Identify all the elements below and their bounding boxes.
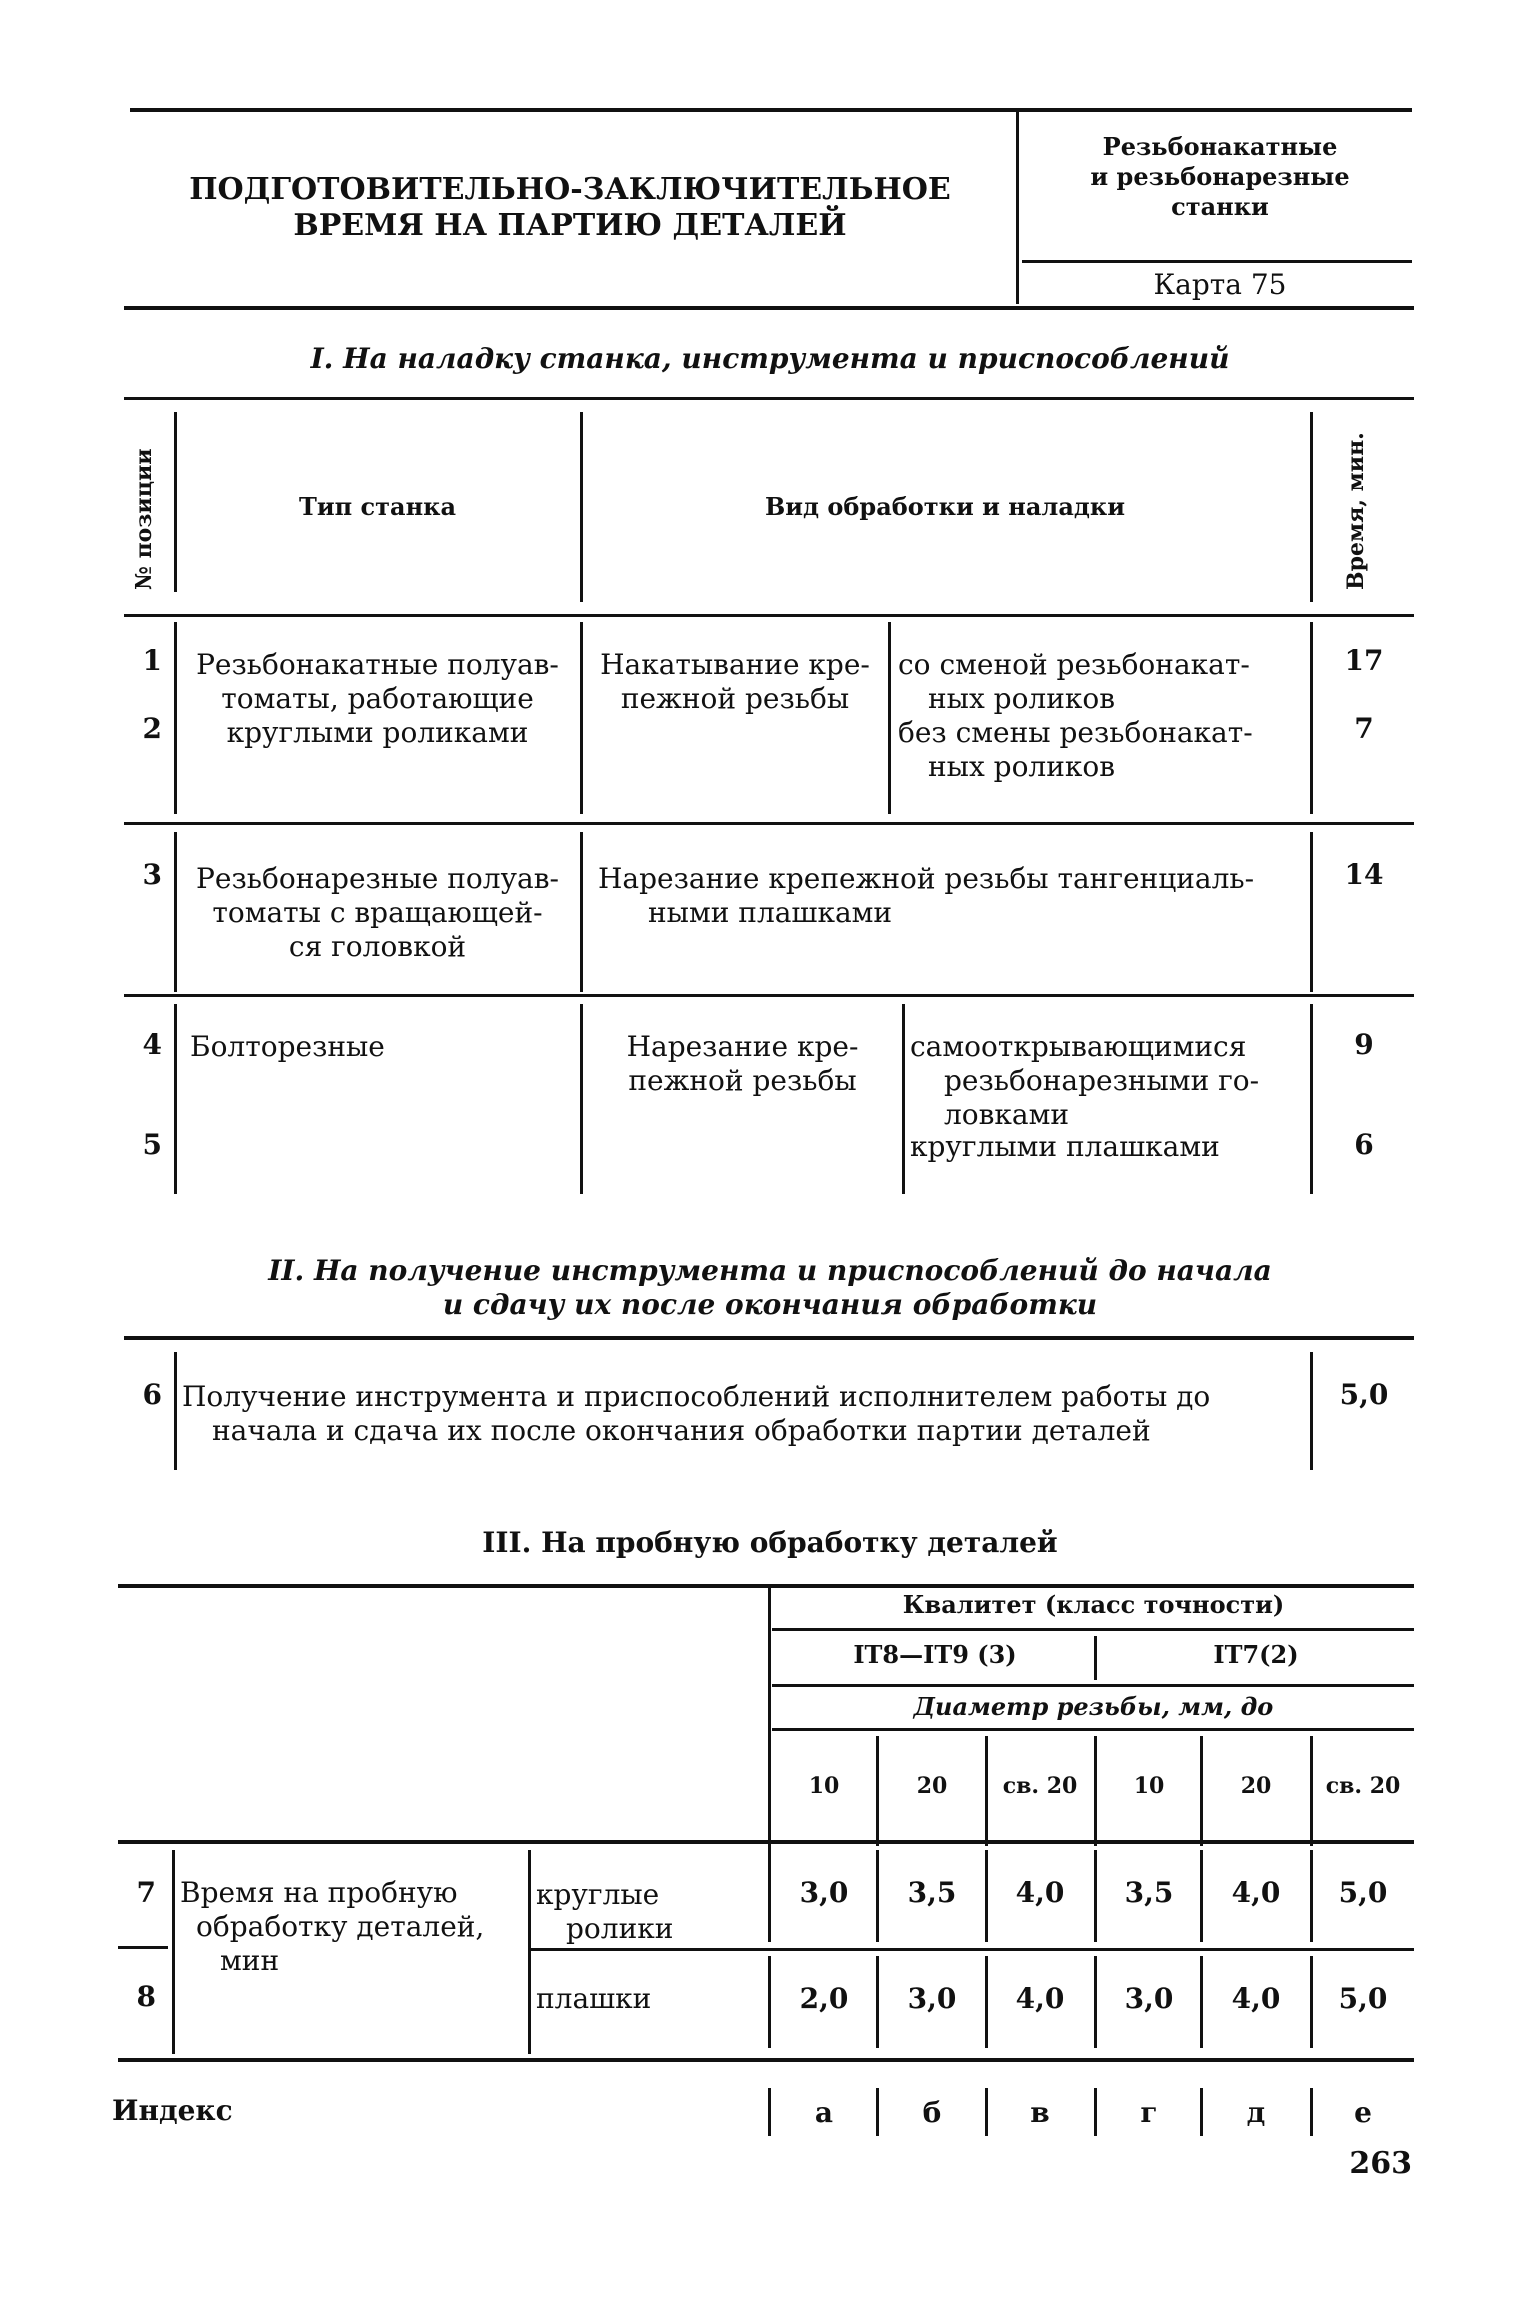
section2-title-line1: II. На получение инструмента и приспособлений до начала: [268, 1254, 1272, 1287]
dcol-vline-3: [1094, 1736, 1097, 1846]
r7-val-a: 3,0: [799, 1876, 849, 1909]
r12-vline-1: [174, 622, 177, 814]
s3-head-vline-left: [768, 1588, 771, 1850]
r8-val-v: 4,0: [1015, 1982, 1065, 2015]
r8-val-b: 3,0: [907, 1982, 957, 2015]
row3-kind-line2: ными плашками: [648, 896, 893, 929]
index-b: б: [922, 2096, 942, 2129]
s1-head-rule: [124, 614, 1414, 617]
row1-sub1-line1: со сменой резьбонакат-: [898, 648, 1250, 681]
row1-kind-line2: пежной резьбы: [620, 682, 850, 715]
idx-vline-4: [1200, 2088, 1203, 2136]
category-line1: Резьбонакатные: [1102, 132, 1338, 161]
tool-separator: [530, 1948, 1414, 1951]
r8-val-g: 3,0: [1124, 1982, 1174, 2015]
r7-val-b: 3,5: [907, 1876, 957, 1909]
row4-type-line1: Болторезные: [190, 1030, 385, 1063]
row4-kind-line1: Нарезание кре-: [626, 1030, 859, 1063]
row4-kind: [585, 1030, 900, 1098]
section2-text: [182, 1380, 1302, 1448]
diameter-col-5: 20: [1240, 1773, 1272, 1799]
row3-type-line1: Резьбонарезные полуав-: [196, 862, 559, 895]
r3-vline-3: [1310, 832, 1313, 992]
row1-sub1: [898, 648, 1303, 716]
section3-head-bottom-rule: [118, 1840, 1414, 1844]
group-divider: [1094, 1636, 1097, 1680]
section3-title: III. На пробную обработку деталей: [482, 1526, 1058, 1559]
trial-label-line2: обработку деталей,: [196, 1910, 485, 1943]
index-label: Индекс: [112, 2094, 233, 2127]
s1-head-vline-1: [174, 412, 177, 592]
time-3: 14: [1344, 858, 1384, 891]
section3-top-rule: [118, 1584, 1414, 1588]
tool-rollers: [536, 1878, 766, 1946]
idx-vline-3: [1094, 2088, 1097, 2136]
row2-sub2: [898, 716, 1303, 784]
section1-top-rule: [124, 397, 1414, 400]
group1-header: IT8—IT9 (3): [853, 1640, 1017, 1669]
section2-text-line1: Получение инструмента и приспособлений исполнителем работы до: [182, 1380, 1211, 1413]
idx-vline-0: [768, 2088, 771, 2136]
group2-header: IT7(2): [1213, 1640, 1299, 1669]
s3-body-vline-tool: [528, 1850, 531, 2054]
row2-sub2-line1: без смены резьбонакат-: [898, 716, 1253, 749]
row4-type: [190, 1030, 575, 1064]
r8-val-e: 5,0: [1338, 1982, 1388, 2015]
time-5: 6: [1354, 1128, 1374, 1161]
v8-vline-3: [1094, 1956, 1097, 2048]
row3-kind: [598, 862, 1303, 930]
trial-label-line3: мин: [220, 1944, 280, 1977]
tool-dies: [536, 1982, 766, 2016]
r8-val-d: 4,0: [1231, 1982, 1281, 2015]
tool-rollers-line1: круглые: [536, 1878, 660, 1911]
time-1: 17: [1344, 644, 1384, 677]
section2-top-rule: [124, 1336, 1414, 1340]
s3-body-vline-label: [172, 1850, 175, 2054]
row5-sub2-line1: круглыми плашками: [910, 1130, 1220, 1163]
diameter-header: Диаметр резьбы, мм, до: [913, 1692, 1274, 1721]
header-divider: [1016, 110, 1019, 304]
dcol-vline-1: [876, 1736, 879, 1846]
row4-kind-line2: пежной резьбы: [628, 1064, 857, 1097]
r45-vline-1: [174, 1004, 177, 1194]
v7-vline-3: [1094, 1850, 1097, 1942]
trial-label: [180, 1876, 525, 1978]
row1-type-line1: Резьбонакатные полуав-: [196, 648, 559, 681]
row3-type: [180, 862, 575, 964]
col-time-header: Время, мин.: [1343, 432, 1369, 590]
s2-vline-1: [174, 1352, 177, 1470]
section2-title: [130, 1254, 1410, 1322]
time-4: 9: [1354, 1028, 1374, 1061]
v7-vline-1: [876, 1850, 879, 1942]
tool-dies-line1: плашки: [536, 1982, 652, 2015]
v8-vline-0: [768, 1956, 771, 2048]
row4-sub1: [910, 1030, 1305, 1132]
pos-1: 1: [142, 644, 162, 677]
index-a: а: [814, 2096, 834, 2129]
row2-sub2-line2: ных роликов: [928, 750, 1115, 783]
diameter-col-4: 10: [1133, 1773, 1165, 1799]
pos-separator: [118, 1946, 168, 1949]
diameter-col-1: 10: [808, 1773, 840, 1799]
s1-head-vline-3: [1310, 412, 1313, 602]
row1-kind-line1: Накатывание кре-: [600, 648, 870, 681]
row3-kind-line1: Нарезание крепежной резьбы тангенциаль-: [598, 862, 1255, 895]
card-rule: [1022, 260, 1412, 263]
row5-sub2: [910, 1130, 1305, 1164]
idx-vline-1: [876, 2088, 879, 2136]
r12-vline-3: [888, 622, 891, 814]
card-number: Карта 75: [1153, 268, 1287, 301]
group-rule: [772, 1684, 1414, 1687]
col-type-header: Тип станка: [298, 492, 457, 521]
diameter-col-2: 20: [916, 1773, 948, 1799]
index-g: г: [1140, 2096, 1158, 2129]
r45-vline-4: [1310, 1004, 1313, 1194]
r45-vline-2: [580, 1004, 583, 1194]
page-title: [150, 172, 990, 244]
v7-vline-4: [1200, 1850, 1203, 1942]
v8-vline-4: [1200, 1956, 1203, 2048]
index-e: е: [1354, 2096, 1372, 2129]
diameter-col-3: св. 20: [1002, 1773, 1078, 1799]
row4-sub1-line3: ловками: [944, 1098, 1070, 1131]
row3-type-line2: томаты с вращающей-: [212, 896, 543, 929]
r7-val-g: 3,5: [1124, 1876, 1174, 1909]
v8-vline-1: [876, 1956, 879, 2048]
header-bottom-rule: [124, 306, 1414, 310]
page-number: 263: [1349, 2146, 1412, 2181]
r3-vline-1: [174, 832, 177, 992]
row1-type-line3: круглыми роликами: [226, 716, 529, 749]
page-title-line1: ПОДГОТОВИТЕЛЬНО-ЗАКЛЮЧИТЕЛЬНОЕ: [189, 172, 951, 207]
time-2: 7: [1354, 712, 1374, 745]
section2-text-line2: начала и сдача их после окончания обработки партии деталей: [212, 1414, 1151, 1447]
v7-vline-0: [768, 1850, 771, 1942]
pos-8: 8: [136, 1980, 156, 2013]
row1-type: [180, 648, 575, 750]
pos-5: 5: [142, 1128, 162, 1161]
dcol-vline-4: [1200, 1736, 1203, 1846]
r3-bottom-rule: [124, 994, 1414, 997]
row4-sub1-line1: самооткрывающимися: [910, 1030, 1247, 1063]
quality-header: Квалитет (класс точности): [902, 1590, 1285, 1619]
row3-type-line3: ся головкой: [288, 930, 467, 963]
category-line3: станки: [1171, 192, 1269, 221]
section1-title: I. На наладку станка, инструмента и приспособлений: [310, 342, 1230, 375]
time-6: 5,0: [1339, 1378, 1389, 1411]
r7-val-d: 4,0: [1231, 1876, 1281, 1909]
trial-label-line1: Время на пробную: [180, 1876, 458, 1909]
diameter-col-6: св. 20: [1325, 1773, 1401, 1799]
r7-val-v: 4,0: [1015, 1876, 1065, 1909]
s1-head-vline-2: [580, 412, 583, 602]
row1-sub1-line2: ных роликов: [928, 682, 1115, 715]
r12-vline-2: [580, 622, 583, 814]
pos-3: 3: [142, 858, 162, 891]
pos-4: 4: [142, 1028, 162, 1061]
col-position-header: № позиции: [131, 448, 157, 590]
tool-rollers-line2: ролики: [566, 1912, 674, 1945]
section2-title-line2: и сдачу их после окончания обработки: [442, 1288, 1098, 1321]
category-line2: и резьбонарезные: [1090, 162, 1350, 191]
row4-sub1-line2: резьбонарезными го-: [944, 1064, 1260, 1097]
page-title-line2: ВРЕМЯ НА ПАРТИЮ ДЕТАЛЕЙ: [293, 208, 847, 243]
category-label: [1030, 132, 1410, 222]
index-v: в: [1030, 2096, 1050, 2129]
r12-bottom-rule: [124, 822, 1414, 825]
pos-7: 7: [136, 1876, 156, 1909]
r12-vline-4: [1310, 622, 1313, 814]
r8-val-a: 2,0: [799, 1982, 849, 2015]
header-top-rule: [130, 108, 1412, 112]
r7-val-e: 5,0: [1338, 1876, 1388, 1909]
s2-vline-2: [1310, 1352, 1313, 1470]
pos-6: 6: [142, 1378, 162, 1411]
row1-type-line2: томаты, работающие: [221, 682, 534, 715]
diameter-rule: [772, 1728, 1414, 1731]
quality-rule: [772, 1628, 1414, 1631]
r3-vline-2: [580, 832, 583, 992]
pos-2: 2: [142, 712, 162, 745]
r45-vline-3: [902, 1004, 905, 1194]
index-d: д: [1246, 2096, 1266, 2129]
col-kind-header: Вид обработки и наладки: [764, 492, 1126, 521]
section3-bottom-rule: [118, 2058, 1414, 2062]
row1-kind: [585, 648, 885, 716]
